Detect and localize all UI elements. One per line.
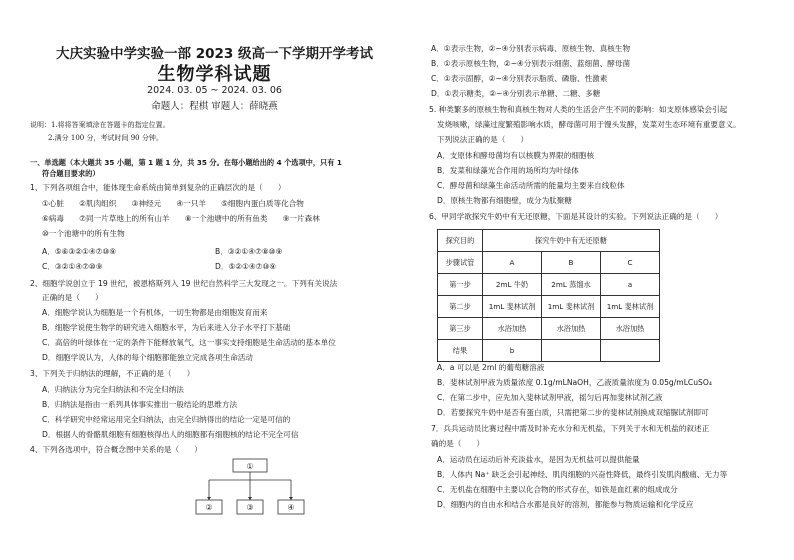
q5-option-a: A．支原体和酵母菌均有以核膜为界限的细胞核 — [437, 151, 595, 160]
question-5-cont-2: 下列说法正确的是（ ） — [437, 135, 529, 144]
table-row — [438, 318, 660, 340]
q2-option-d: D．细胞学说认为，人体的每个细胞都能独立完成各项生命活动 — [42, 353, 253, 362]
table-cell: a — [601, 274, 660, 296]
table-cell: b — [483, 340, 542, 362]
q2-option-b: B．细胞学说使生物学的研究进入细胞水平，为后来进入分子水平打下基础 — [42, 323, 291, 332]
question-7-cont: 确的是（ ） — [431, 439, 485, 448]
q1-items-line-2: ⑥病毒 ⑦同一片草地上的所有山羊 ⑧一个池塘中的所有鱼类 ⑨一片森林 — [42, 214, 320, 223]
table-cell: 2mL 蒸馏水 — [542, 274, 601, 296]
q1-option-d: D．⑤②①④⑦⑩⑨ — [215, 262, 277, 271]
table-cell: 水浴加热 — [542, 318, 601, 340]
table-cell: 1mL 斐林试剂 — [483, 296, 542, 318]
table-cell: 第一步 — [438, 274, 483, 296]
table-cell: C — [601, 252, 660, 274]
q6-option-c: C．在第二步中，应先加入斐林试剂甲液，摇匀后再加斐林试剂乙液 — [437, 393, 663, 402]
notice-line-2: 2.满分 100 分，考试时间 90 分钟。 — [48, 134, 163, 142]
question-7: 7．兵兵运动员比赛过程中需及时补充水分和无机盐，下列关于水和无机盐的叙述正 — [431, 424, 710, 433]
q6-option-a: A．a 可以是 2ml 的葡萄糖溶液 — [437, 363, 545, 372]
q5-option-d: D．原核生物都有细胞壁，成分为肽聚糖 — [437, 196, 572, 205]
experiment-table — [437, 229, 660, 362]
q3-option-b: B．归纳法是指由一系列具体事实推出一般结论的思维方法 — [42, 400, 238, 409]
table-cell — [542, 340, 601, 362]
q1-option-c: C．③②①④⑦⑩⑨ — [42, 262, 103, 271]
q5-option-c: C．酵母菌和绿藻生命活动所需的能量均主要来自线粒体 — [437, 181, 625, 190]
table-cell: B — [542, 252, 601, 274]
q7-option-b: B．人体内 Na⁺ 缺乏会引起神经、肌肉细胞的兴奋性降低，最终引发肌肉酸痛、无力等 — [437, 470, 728, 479]
q7-option-d: D．细胞内的自由水和结合水都是良好的溶剂，都能参与物质运输和化学反应 — [437, 500, 694, 509]
q4-option-d: D．①表示糖类，②~④分别表示单糖、二糖、多糖 — [431, 89, 601, 98]
q3-option-d: D．根据人的骨骼肌细胞有细胞核得出人的细胞都有细胞核的结论不完全可信 — [42, 430, 299, 439]
section-title: 一、单选题（本大题共 35 小题，第 1 题 1 分，共 35 分。在每小题给出的 4 个选项中，只有 1 — [30, 158, 342, 167]
table-row — [438, 340, 660, 362]
q2-option-c: C．高倍的叶绿体在一定的条件下能释放氧气，这一事实支持细胞是生命活动的基本单位 — [42, 338, 336, 347]
question-4: 4、下列各选项中，符合概念图中关系的是（ ） — [30, 445, 202, 454]
table-cell: 2mL 牛奶 — [483, 274, 542, 296]
q1-option-b: B．③②①④⑦⑧⑩⑨ — [215, 247, 283, 256]
question-6: 6、甲同学欲探究牛奶中有无还原糖，下面是其设计的实验。下列说法正确的是（ ） — [429, 212, 723, 221]
section-title-cont: 符合题目要求的） — [42, 169, 100, 178]
diagram-label-left: ② — [205, 503, 213, 512]
table-cell: 第三步 — [438, 318, 483, 340]
exam-date: 2024. 03. 05 ~ 2024. 03. 06 — [147, 85, 282, 96]
diagram-label-mid: ③ — [246, 503, 254, 512]
diagram-label-right: ④ — [287, 503, 295, 512]
q1-option-a: A．⑤⑥③②①④⑦⑩⑨ — [42, 247, 117, 256]
exam-authors: 命题人：程棋 审题人：薛晓燕 — [151, 101, 278, 112]
table-cell: 水浴加热 — [483, 318, 542, 340]
notice-line-1: 说明：1.将将答案填涂在答题卡的指定位置。 — [30, 121, 170, 129]
q6-option-d: D．若要探究牛奶中是否有蛋白质，只需把第二步的斐林试剂换成双缩脲试剂即可 — [437, 408, 709, 417]
table-cell: 水浴加热 — [601, 318, 660, 340]
table-cell: 探究牛奶中有无还原糖 — [483, 230, 660, 252]
table-cell — [601, 340, 660, 362]
q7-option-a: A．运动员在运动后补充淡盐水，是因为无机盐可以提供能量 — [437, 455, 640, 464]
question-1: 1、下列各项组合中，能体现生命系统由简单到复杂的正确层次的是（ ） — [30, 183, 286, 192]
q7-option-c: C．无机盐在细胞中主要以化合物的形式存在，如铁是血红素的组成成分 — [437, 485, 678, 494]
table-row — [438, 274, 660, 296]
q4-option-b: B．①表示原核生物，②~④分别表示细菌、蓝细菌、酵母菌 — [431, 59, 631, 68]
question-2: 2、细胞学说创立于 19 世纪，被恩格斯列入 19 世纪自然科学三大发现之一。下列有关说法 — [30, 279, 338, 288]
subject-title: 生物学科试题 — [157, 64, 272, 85]
question-5: 5. 种类繁多的原核生物和真核生物对人类的生活会产生不同的影响：如支原体感染会引起 — [429, 105, 728, 114]
table-row — [438, 230, 660, 252]
table-row — [438, 296, 660, 318]
q5-option-b: B．发菜和绿藻光合作用的场所均为叶绿体 — [437, 166, 579, 175]
question-3: 3、下列关于归纳法的理解，不正确的是（ ） — [30, 369, 195, 378]
table-cell: 结果 — [438, 340, 483, 362]
q4-option-c: C．①表示固醇，②~④分别表示脂质、磷脂、性激素 — [431, 74, 608, 83]
q4-option-a: A．①表示生物，②~④分别表示病毒、原核生物、真核生物 — [431, 44, 631, 53]
diagram-label-top: ① — [246, 462, 254, 471]
q1-items-line-3: ⑩一个池塘中的所有生物 — [42, 229, 125, 238]
question-2-cont: 正确的是（ ） — [42, 293, 103, 302]
concept-diagram — [195, 458, 305, 518]
q3-option-c: C．科学研究中经常运用完全归纳法，由完全归纳得出的结论一定是可信的 — [42, 415, 291, 424]
table-row — [438, 252, 660, 274]
table-cell: 步骤试管 — [438, 252, 483, 274]
exam-title: 大庆实验中学实验一部 2023 级高一下学期开学考试 — [56, 46, 373, 62]
table-cell: 探究目的 — [438, 230, 483, 252]
table-cell: A — [483, 252, 542, 274]
table-cell: 第二步 — [438, 296, 483, 318]
table-cell: 1mL 斐林试剂 — [542, 296, 601, 318]
question-5-cont: 发烧咳嗽，绿藻过度繁殖影响水质，酵母菌可用于馒头发酵，发菜对生态环境有重要意义。 — [437, 120, 741, 129]
q3-option-a: A．归纳法分为完全归纳法和不完全归纳法 — [42, 385, 184, 394]
table-cell: 1mL 斐林试剂 — [601, 296, 660, 318]
q1-items-line-1: ①心脏 ②肌肉组织 ③神经元 ④一只羊 ⑤细胞内蛋白质等化合物 — [42, 199, 304, 208]
q2-option-a: A．细胞学说认为细胞是一个有机体，一切生物都是由细胞发育而来 — [42, 308, 268, 317]
q6-option-b: B．斐林试剂甲液为质量浓度 0.1g/mLNaOH，乙液质量浓度为 0.05g/mLCuSO₄ — [437, 378, 712, 387]
